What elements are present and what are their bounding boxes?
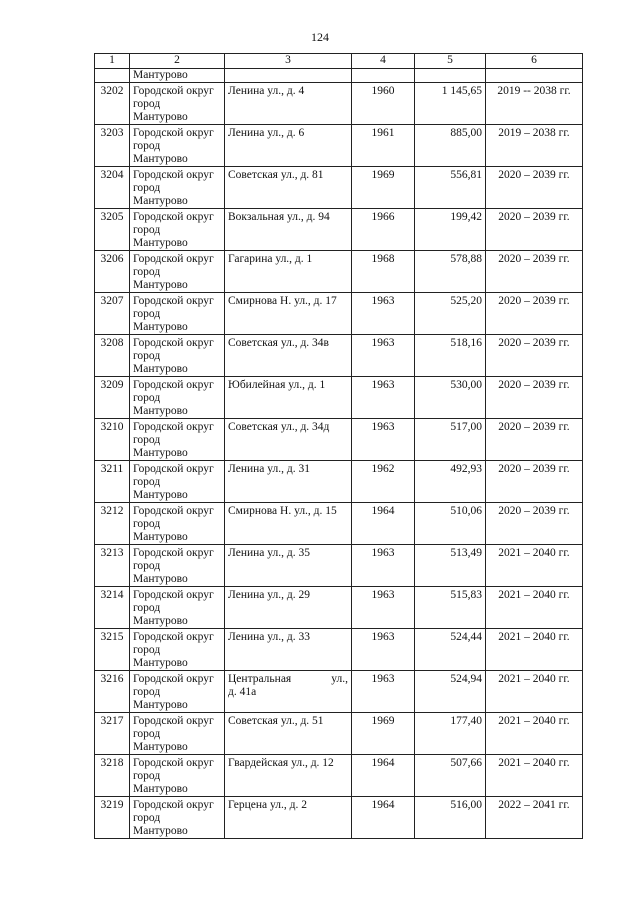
table-row <box>95 209 583 251</box>
repair-period-cell: 2020 – 2039 гг. <box>486 335 583 377</box>
municipality-cell <box>130 335 225 377</box>
municipality-line: Мантурово <box>133 279 188 291</box>
municipality-line: город <box>133 602 161 614</box>
municipality-cell <box>130 713 225 755</box>
repair-period-cell: 2020 – 2039 гг. <box>486 251 583 293</box>
municipality-line: Мантурово <box>133 195 188 207</box>
municipality-line: город <box>133 350 161 362</box>
area-cell: 556,81 <box>415 167 486 209</box>
table-row <box>95 293 583 335</box>
row-number: 3216 <box>95 671 130 713</box>
address-cell: Смирнова Н. ул., д. 15 <box>225 503 352 545</box>
table-row <box>95 335 583 377</box>
area-cell: 517,00 <box>415 419 486 461</box>
municipality-cell <box>130 671 225 713</box>
municipality-line: город <box>133 812 161 824</box>
year-built-cell: 1964 <box>352 797 415 839</box>
year-built-cell: 1963 <box>352 419 415 461</box>
year-built-cell: 1961 <box>352 125 415 167</box>
municipality-cell <box>130 461 225 503</box>
repair-period-cell: 2021 – 2040 гг. <box>486 671 583 713</box>
municipality-cell <box>130 125 225 167</box>
area-cell: 524,44 <box>415 629 486 671</box>
page-number: 124 <box>311 30 329 44</box>
year-built-cell: 1963 <box>352 629 415 671</box>
municipality-line: город <box>133 518 161 530</box>
municipality-line: Мантурово <box>133 615 188 627</box>
municipality-line: Мантурово <box>133 825 188 837</box>
table-row <box>95 419 583 461</box>
table-row <box>95 461 583 503</box>
area-cell: 177,40 <box>415 713 486 755</box>
municipality-cell <box>130 251 225 293</box>
municipality-line: Городской округ <box>133 589 214 601</box>
municipality-line: Городской округ <box>133 337 214 349</box>
table-row <box>95 671 583 713</box>
area-cell: 525,20 <box>415 293 486 335</box>
municipality-cell <box>130 503 225 545</box>
repair-period-cell: 2020 – 2039 гг. <box>486 419 583 461</box>
table-row <box>95 503 583 545</box>
row-number: 3211 <box>95 461 130 503</box>
municipality-line: Городской округ <box>133 631 214 643</box>
area-cell: 885,00 <box>415 125 486 167</box>
column-header-2: 2 <box>130 54 225 69</box>
address-cell: Советская ул., д. 34д <box>225 419 352 461</box>
municipality-cell <box>130 587 225 629</box>
continuation-cell-num <box>95 69 130 83</box>
municipality-line: Городской округ <box>133 85 214 97</box>
row-number: 3207 <box>95 293 130 335</box>
area-cell: 524,94 <box>415 671 486 713</box>
municipality-line: Мантурово <box>133 405 188 417</box>
address-cell: Вокзальная ул., д. 94 <box>225 209 352 251</box>
continuation-cell-address <box>225 69 352 83</box>
municipality-line: город <box>133 476 161 488</box>
municipality-line: город <box>133 770 161 782</box>
municipality-line: город <box>133 560 161 572</box>
municipality-line: город <box>133 98 161 110</box>
municipality-line: Мантурово <box>133 531 188 543</box>
address-cell <box>225 671 352 713</box>
area-cell: 199,42 <box>415 209 486 251</box>
address-line-part: Центральная <box>228 673 292 685</box>
area-cell: 516,00 <box>415 797 486 839</box>
repair-period-cell: 2020 – 2039 гг. <box>486 209 583 251</box>
address-line <box>228 673 348 686</box>
row-number: 3212 <box>95 503 130 545</box>
continuation-cell-area <box>415 69 486 83</box>
municipality-line: город <box>133 140 161 152</box>
municipality-cell <box>130 83 225 125</box>
address-cell: Юбилейная ул., д. 1 <box>225 377 352 419</box>
address-cell: Гагарина ул., д. 1 <box>225 251 352 293</box>
row-number: 3218 <box>95 755 130 797</box>
year-built-cell: 1964 <box>352 755 415 797</box>
municipality-line: Городской округ <box>133 673 214 685</box>
area-cell: 513,49 <box>415 545 486 587</box>
municipality-line: Мантурово <box>133 321 188 333</box>
municipality-line: город <box>133 182 161 194</box>
area-cell: 530,00 <box>415 377 486 419</box>
municipality-line: город <box>133 728 161 740</box>
repair-period-cell: 2019 -- 2038 гг. <box>486 83 583 125</box>
table-row <box>95 587 583 629</box>
municipality-line: Городской округ <box>133 547 214 559</box>
table-row <box>95 797 583 839</box>
municipality-line: Мантурово <box>133 699 188 711</box>
address-cell: Ленина ул., д. 35 <box>225 545 352 587</box>
municipality-cell <box>130 755 225 797</box>
continuation-cell-period <box>486 69 583 83</box>
repair-period-cell: 2021 – 2040 гг. <box>486 755 583 797</box>
municipality-line: город <box>133 644 161 656</box>
address-cell: Ленина ул., д. 33 <box>225 629 352 671</box>
municipality-line: Мантурово <box>133 153 188 165</box>
row-number: 3209 <box>95 377 130 419</box>
municipality-line: Мантурово <box>133 489 188 501</box>
address-cell: Ленина ул., д. 29 <box>225 587 352 629</box>
table-row <box>95 713 583 755</box>
table-row <box>95 755 583 797</box>
municipality-cell <box>130 293 225 335</box>
municipality-line: город <box>133 434 161 446</box>
repair-period-cell: 2021 – 2040 гг. <box>486 713 583 755</box>
column-header-3: 3 <box>225 54 352 69</box>
repair-period-cell: 2020 – 2039 гг. <box>486 293 583 335</box>
year-built-cell: 1966 <box>352 209 415 251</box>
year-built-cell: 1968 <box>352 251 415 293</box>
municipality-line: Мантурово <box>133 657 188 669</box>
municipality-line: город <box>133 224 161 236</box>
address-cell: Ленина ул., д. 31 <box>225 461 352 503</box>
continuation-row <box>95 69 583 83</box>
repair-period-cell: 2020 – 2039 гг. <box>486 377 583 419</box>
column-header-4: 4 <box>352 54 415 69</box>
municipality-line: Мантурово <box>133 741 188 753</box>
municipality-cell <box>130 545 225 587</box>
row-number: 3214 <box>95 587 130 629</box>
address-cell: Смирнова Н. ул., д. 17 <box>225 293 352 335</box>
area-cell: 1 145,65 <box>415 83 486 125</box>
year-built-cell: 1962 <box>352 461 415 503</box>
row-number: 3203 <box>95 125 130 167</box>
municipality-line: Городской округ <box>133 421 214 433</box>
municipality-line: Мантурово <box>133 783 188 795</box>
row-number: 3210 <box>95 419 130 461</box>
repair-period-cell: 2022 – 2041 гг. <box>486 797 583 839</box>
area-cell: 492,93 <box>415 461 486 503</box>
table-row <box>95 377 583 419</box>
year-built-cell: 1969 <box>352 167 415 209</box>
column-header-5: 5 <box>415 54 486 69</box>
municipality-cell <box>130 167 225 209</box>
municipality-line: Мантурово <box>133 573 188 585</box>
repair-period-cell: 2021 – 2040 гг. <box>486 545 583 587</box>
municipality-line: Мантурово <box>133 111 188 123</box>
year-built-cell: 1964 <box>352 503 415 545</box>
municipality-line: Мантурово <box>133 237 188 249</box>
area-cell: 510,06 <box>415 503 486 545</box>
table-row <box>95 251 583 293</box>
municipality-line: Городской округ <box>133 799 214 811</box>
municipality-line: Городской округ <box>133 253 214 265</box>
area-cell: 507,66 <box>415 755 486 797</box>
municipality-line: Городской округ <box>133 211 214 223</box>
municipality-cell <box>130 797 225 839</box>
address-cell: Герцена ул., д. 2 <box>225 797 352 839</box>
housing-registry-table <box>94 53 583 839</box>
column-header-1: 1 <box>95 54 130 69</box>
row-number: 3202 <box>95 83 130 125</box>
repair-period-cell: 2021 – 2040 гг. <box>486 629 583 671</box>
municipality-cell <box>130 419 225 461</box>
municipality-line: Мантурово <box>133 363 188 375</box>
area-cell: 515,83 <box>415 587 486 629</box>
address-line: д. 41а <box>228 686 257 698</box>
municipality-line: Городской округ <box>133 715 214 727</box>
repair-period-cell: 2020 – 2039 гг. <box>486 461 583 503</box>
table-row <box>95 125 583 167</box>
address-cell: Советская ул., д. 51 <box>225 713 352 755</box>
continuation-cell-year <box>352 69 415 83</box>
row-number: 3219 <box>95 797 130 839</box>
municipality-line: Городской округ <box>133 127 214 139</box>
row-number: 3215 <box>95 629 130 671</box>
area-cell: 518,16 <box>415 335 486 377</box>
year-built-cell: 1969 <box>352 713 415 755</box>
continuation-cell-municipality: Мантурово <box>130 69 225 83</box>
row-number: 3217 <box>95 713 130 755</box>
address-line-part: ул., <box>331 673 348 685</box>
year-built-cell: 1963 <box>352 335 415 377</box>
year-built-cell: 1963 <box>352 671 415 713</box>
municipality-line: Городской округ <box>133 295 214 307</box>
repair-period-cell: 2020 – 2039 гг. <box>486 503 583 545</box>
municipality-line: Городской округ <box>133 169 214 181</box>
year-built-cell: 1960 <box>352 83 415 125</box>
year-built-cell: 1963 <box>352 587 415 629</box>
municipality-line: Городской округ <box>133 757 214 769</box>
municipality-line: Городской округ <box>133 505 214 517</box>
municipality-cell <box>130 209 225 251</box>
municipality-line: город <box>133 266 161 278</box>
municipality-line: Городской округ <box>133 379 214 391</box>
table-header-row <box>95 54 583 69</box>
municipality-line: город <box>133 392 161 404</box>
address-cell: Ленина ул., д. 6 <box>225 125 352 167</box>
table-row <box>95 83 583 125</box>
table-row <box>95 545 583 587</box>
row-number: 3213 <box>95 545 130 587</box>
municipality-line: город <box>133 686 161 698</box>
municipality-line: Городской округ <box>133 463 214 475</box>
municipality-line: Мантурово <box>133 447 188 459</box>
address-cell: Ленина ул., д. 4 <box>225 83 352 125</box>
address-cell: Советская ул., д. 81 <box>225 167 352 209</box>
row-number: 3208 <box>95 335 130 377</box>
year-built-cell: 1963 <box>352 545 415 587</box>
year-built-cell: 1963 <box>352 377 415 419</box>
repair-period-cell: 2021 – 2040 гг. <box>486 587 583 629</box>
address-cell: Гвардейская ул., д. 12 <box>225 755 352 797</box>
year-built-cell: 1963 <box>352 293 415 335</box>
municipality-cell <box>130 629 225 671</box>
row-number: 3204 <box>95 167 130 209</box>
area-cell: 578,88 <box>415 251 486 293</box>
column-header-6: 6 <box>486 54 583 69</box>
municipality-cell <box>130 377 225 419</box>
row-number: 3205 <box>95 209 130 251</box>
table-row <box>95 629 583 671</box>
repair-period-cell: 2020 – 2039 гг. <box>486 167 583 209</box>
row-number: 3206 <box>95 251 130 293</box>
municipality-line: город <box>133 308 161 320</box>
repair-period-cell: 2019 – 2038 гг. <box>486 125 583 167</box>
address-cell: Советская ул., д. 34в <box>225 335 352 377</box>
table-row <box>95 167 583 209</box>
